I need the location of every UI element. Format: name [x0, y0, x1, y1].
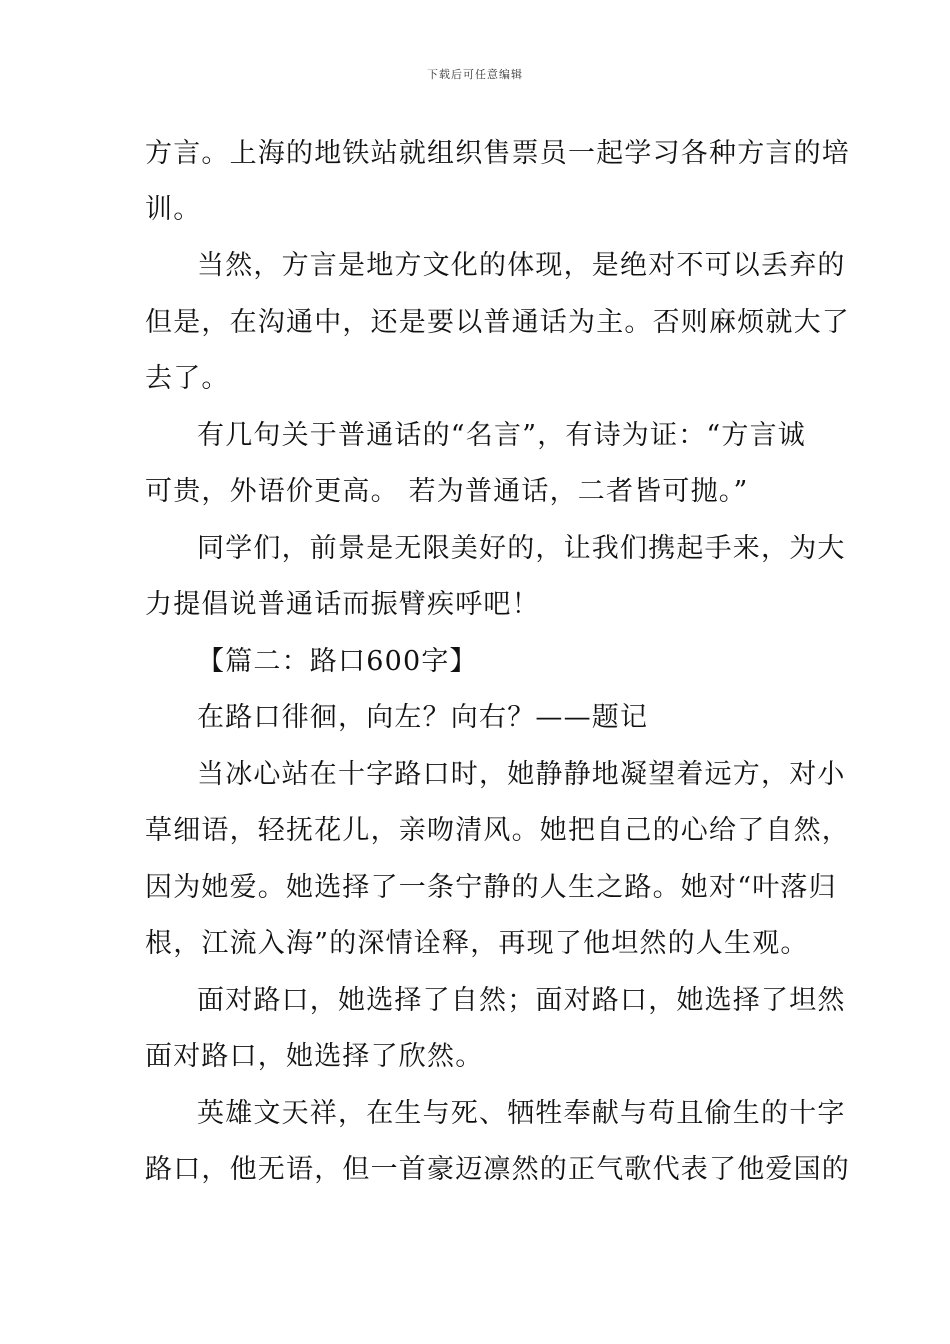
paragraph-line: 草细语，轻抚花儿，亲吻清风。她把自己的心给了自然， — [145, 815, 850, 846]
paragraph-line: 根，江流入海”的深情诠释，再现了他坦然的人生观。 — [145, 928, 809, 959]
paragraph-line: 有几句关于普通话的“名言”，有诗为证：“方言诚 — [197, 420, 807, 451]
paragraph-line: 当冰心站在十字路口时，她静静地凝望着远方，对小 — [197, 759, 846, 790]
paragraph-line: 训。 — [145, 194, 202, 225]
paragraph-line: 路口，他无语，但一首豪迈凛然的正气歌代表了他爱国的 — [145, 1154, 850, 1185]
paragraph-line: 面对路口，她选择了欣然。 — [145, 1041, 484, 1072]
epigraph-line: 在路口徘徊，向左？向右？——题记 — [197, 702, 649, 733]
paragraph-line: 力提倡说普通话而振臂疾呼吧！ — [145, 589, 540, 620]
paragraph-line: 去了。 — [145, 363, 230, 394]
paragraph-line: 但是，在沟通中，还是要以普通话为主。否则麻烦就大了 — [145, 307, 850, 338]
paragraph-line: 因为她爱。她选择了一条宁静的人生之路。她对“叶落归 — [145, 872, 837, 903]
page-header: 下载后可任意编辑 — [427, 68, 523, 81]
paragraph-line: 同学们，前景是无限美好的，让我们携起手来，为大 — [197, 533, 846, 564]
paragraph-line: 当然，方言是地方文化的体现，是绝对不可以丢弃的 — [197, 250, 846, 281]
paragraph-line: 英雄文天祥，在生与死、牺牲奉献与苟且偷生的十字 — [197, 1098, 846, 1129]
paragraph-line: 面对路口，她选择了自然；面对路口，她选择了坦然 — [197, 985, 846, 1016]
section-heading: 【篇二：路口600字】 — [197, 646, 478, 677]
paragraph-line: 方言。上海的地铁站就组织售票员一起学习各种方言的培 — [145, 138, 850, 169]
paragraph-line: 可贵，外语价更高。 若为普通话，二者皆可抛。” — [145, 476, 749, 507]
